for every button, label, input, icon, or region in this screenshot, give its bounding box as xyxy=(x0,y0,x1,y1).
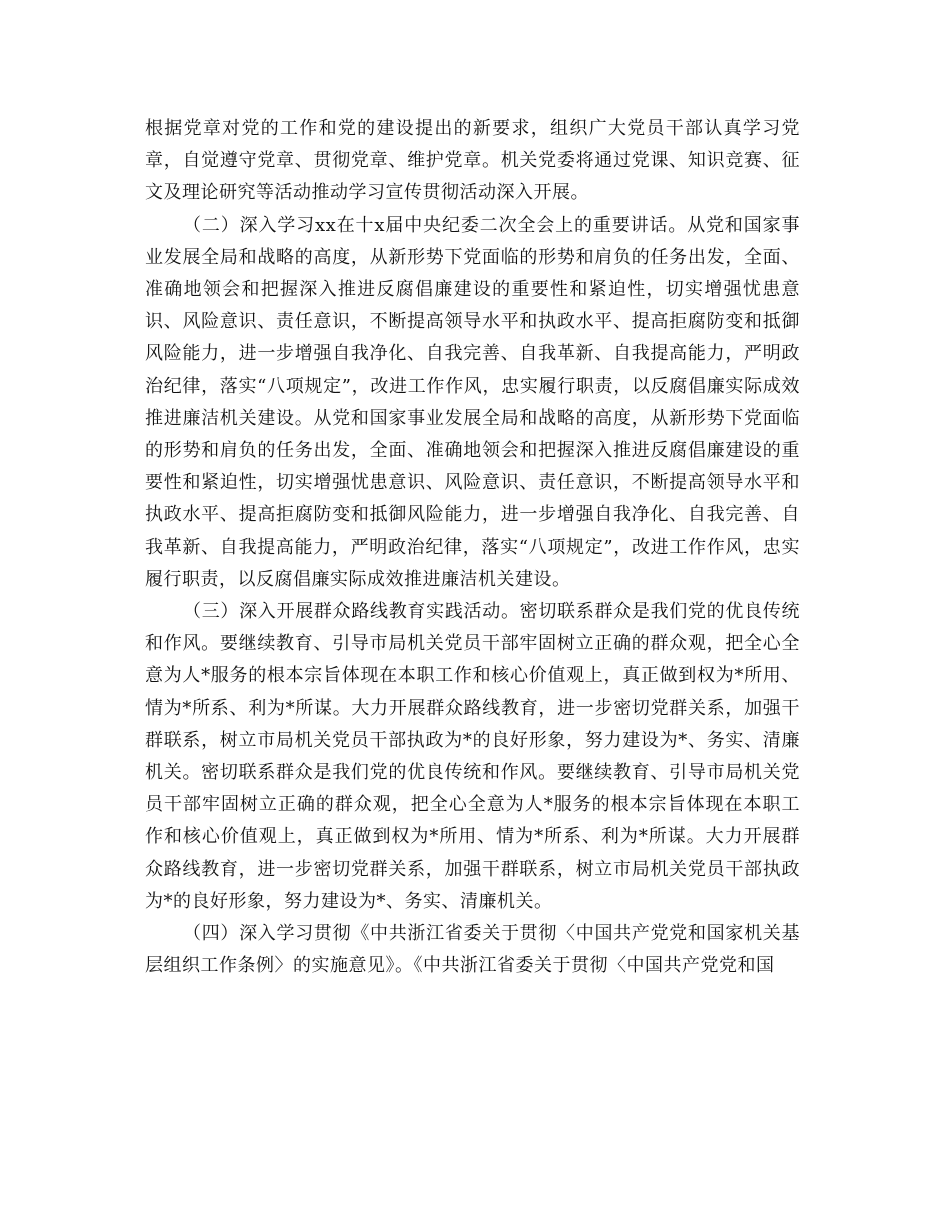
paragraph-section-3: （三）深入开展群众路线教育实践活动。密切联系群众是我们党的优良传统和作风。要继续教育、引导市局机关党员干部牢固树立正确的群众观，把全心全意为人*服务的根本宗旨体现在本职工作和核心价值观上，真正做到权为*所用、情为*所系、利为*所谋。大力开展群众路线教育，进一步密切党群关系，加强干群联系，树立市局机关党员干部执政为*的良好形象，努力建设为*、务实、清廉机关。密切联系群众是我们党的优良传统和作风。要继续教育、引导市局机关党员干部牢固树立正确的群众观，把全心全意为人*服务的根本宗旨体现在本职工作和核心价值观上，真正做到权为*所用、情为*所系、利为*所谋。大力开展群众路线教育，进一步密切党群关系，加强干群联系，树立市局机关党员干部执政为*的良好形象，努力建设为*、务实、清廉机关。 xyxy=(145,601,800,912)
paragraph-continuation: 根据党章对党的工作和党的建设提出的新要求，组织广大党员干部认真学习党章，自觉遵守党章、贯彻党章、维护党章。机关党委将通过党课、知识竞赛、征文及理论研究等活动推动学习宣传贯彻活动深入开展。 xyxy=(145,118,800,204)
paragraph-section-4: （四）深入学习贯彻《中共浙江省委关于贯彻〈中国共产党党和国家机关基层组织工作条例〉的实施意见》。《中共浙江省委关于贯彻〈中国共产党党和国 xyxy=(145,923,800,977)
paragraph-section-2: （二）深入学习xx在十x届中央纪委二次全会上的重要讲话。从党和国家事业发展全局和战略的高度，从新形势下党面临的形势和肩负的任务出发，全面、准确地领会和把握深入推进反腐倡廉建设的重要性和紧迫性，切实增强忧患意识、风险意识、责任意识，不断提高领导水平和执政水平、提高拒腐防变和抵御风险能力，进一步增强自我净化、自我完善、自我革新、自我提高能力，严明政治纪律，落实“八项规定”，改进工作作风，忠实履行职责，以反腐倡廉实际成效推进廉洁机关建设。从党和国家事业发展全局和战略的高度，从新形势下党面临的形势和肩负的任务出发，全面、准确地领会和把握深入推进反腐倡廉建设的重要性和紧迫性，切实增强忧患意识、风险意识、责任意识，不断提高领导水平和执政水平、提高拒腐防变和抵御风险能力，进一步增强自我净化、自我完善、自我革新、自我提高能力，严明政治纪律，落实“八项规定”，改进工作作风，忠实履行职责，以反腐倡廉实际成效推进廉洁机关建设。 xyxy=(145,214,800,590)
document-body xyxy=(145,113,800,982)
